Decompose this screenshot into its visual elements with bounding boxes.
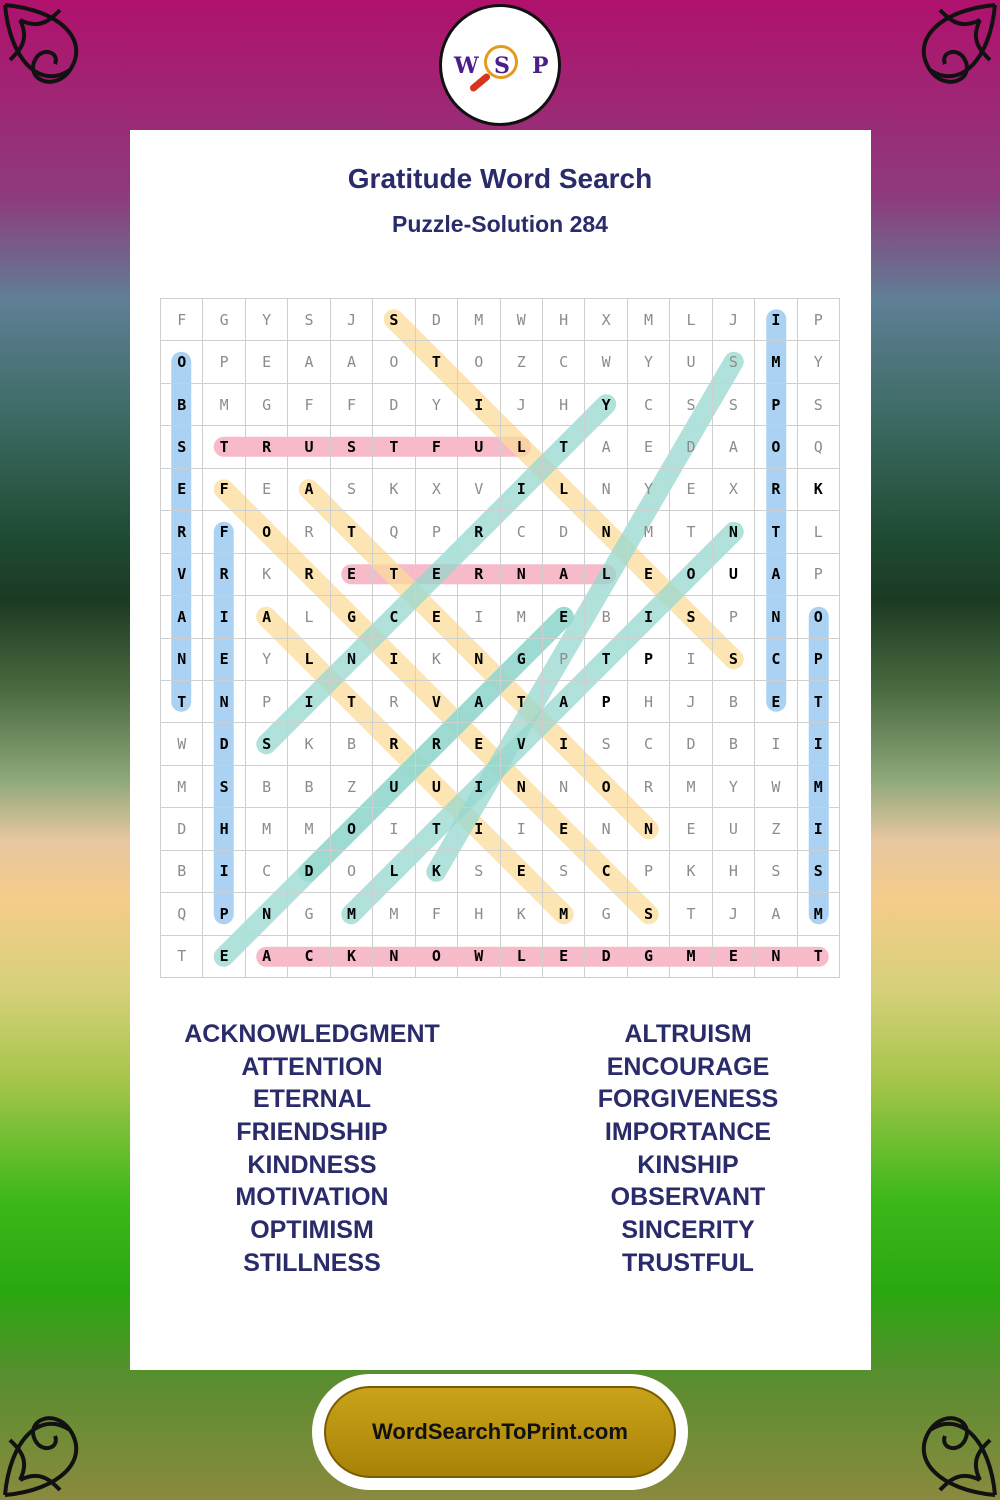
grid-cell[interactable]: T xyxy=(798,936,840,978)
grid-cell[interactable]: E xyxy=(161,469,203,511)
grid-cell[interactable]: I xyxy=(501,808,543,850)
grid-cell[interactable]: N xyxy=(458,639,500,681)
grid-cell[interactable]: J xyxy=(331,299,373,341)
grid-cell[interactable]: J xyxy=(713,893,755,935)
word-list-item: KINSHIP xyxy=(637,1150,739,1179)
grid-cell[interactable]: B xyxy=(288,766,330,808)
grid-cell[interactable]: O xyxy=(416,936,458,978)
grid-cell[interactable]: W xyxy=(755,766,797,808)
grid-cell[interactable]: I xyxy=(501,469,543,511)
grid-cell[interactable]: A xyxy=(288,341,330,383)
grid-cell[interactable]: I xyxy=(458,384,500,426)
grid-cell[interactable]: E xyxy=(416,596,458,638)
grid-cell[interactable]: O xyxy=(331,808,373,850)
grid-cell[interactable]: J xyxy=(501,384,543,426)
grid-cell[interactable]: I xyxy=(203,851,245,893)
grid-cell[interactable]: E xyxy=(246,469,288,511)
grid-cell[interactable]: W xyxy=(585,341,627,383)
grid-cell[interactable]: O xyxy=(458,341,500,383)
grid-cell[interactable]: J xyxy=(713,299,755,341)
grid-cell[interactable]: K xyxy=(373,469,415,511)
grid-cell[interactable]: M xyxy=(203,384,245,426)
grid-cell[interactable]: D xyxy=(670,723,712,765)
ornament-bottom-right-icon xyxy=(860,1360,1000,1500)
grid-cell[interactable]: P xyxy=(755,384,797,426)
grid-cell[interactable]: Z xyxy=(755,808,797,850)
grid-cell[interactable]: A xyxy=(458,681,500,723)
grid-cell[interactable]: M xyxy=(161,766,203,808)
grid-cell[interactable]: I xyxy=(798,808,840,850)
grid-cell[interactable]: R xyxy=(288,511,330,553)
grid-cell[interactable]: P xyxy=(798,299,840,341)
grid-cell[interactable]: T xyxy=(416,808,458,850)
grid-cell[interactable]: S xyxy=(373,299,415,341)
grid-cell[interactable]: E xyxy=(670,808,712,850)
grid-cell[interactable]: Y xyxy=(798,341,840,383)
grid-cell[interactable]: G xyxy=(203,299,245,341)
grid-cell[interactable]: I xyxy=(628,596,670,638)
grid-cell[interactable]: H xyxy=(458,893,500,935)
grid-cell[interactable]: P xyxy=(628,639,670,681)
grid-cell[interactable]: L xyxy=(670,299,712,341)
grid-cell[interactable]: N xyxy=(331,639,373,681)
grid-cell[interactable]: S xyxy=(331,426,373,468)
grid-cell[interactable]: E xyxy=(246,341,288,383)
grid-cell[interactable]: D xyxy=(585,936,627,978)
grid-cell[interactable]: L xyxy=(373,851,415,893)
grid-cell[interactable]: A xyxy=(543,681,585,723)
grid-cell[interactable]: M xyxy=(798,766,840,808)
grid-cell[interactable]: H xyxy=(543,384,585,426)
grid-cell[interactable]: Y xyxy=(246,639,288,681)
grid-cell[interactable]: D xyxy=(543,511,585,553)
grid-cell[interactable]: F xyxy=(203,469,245,511)
grid-cell[interactable]: M xyxy=(670,766,712,808)
word-list-item: FRIENDSHIP xyxy=(236,1118,388,1147)
grid-cell[interactable]: E xyxy=(670,469,712,511)
grid-cell[interactable]: I xyxy=(458,766,500,808)
word-list-item: ACKNOWLEDGMENT xyxy=(184,1020,440,1048)
grid-cell[interactable]: I xyxy=(670,639,712,681)
grid-cell[interactable]: M xyxy=(755,341,797,383)
grid-cell[interactable]: A xyxy=(755,554,797,596)
grid-cell[interactable]: N xyxy=(373,936,415,978)
grid-cell[interactable]: C xyxy=(246,851,288,893)
grid-cell[interactable]: X xyxy=(585,299,627,341)
grid-cell[interactable]: E xyxy=(458,723,500,765)
grid-cell[interactable]: T xyxy=(670,511,712,553)
grid-cell[interactable]: K xyxy=(670,851,712,893)
grid-cell[interactable]: K xyxy=(501,893,543,935)
grid-cell[interactable]: Z xyxy=(331,766,373,808)
grid-cell[interactable]: S xyxy=(246,723,288,765)
ornament-top-right-icon xyxy=(860,0,1000,140)
grid-cell[interactable]: E xyxy=(203,936,245,978)
grid-cell[interactable]: O xyxy=(798,596,840,638)
grid-cell[interactable]: U xyxy=(670,341,712,383)
grid-cell[interactable]: E xyxy=(628,426,670,468)
grid-cell[interactable]: R xyxy=(246,426,288,468)
letter-grid xyxy=(160,298,840,978)
grid-cell[interactable]: R xyxy=(628,766,670,808)
grid-cell[interactable]: F xyxy=(161,299,203,341)
grid-cell[interactable]: Y xyxy=(628,469,670,511)
grid-cell[interactable]: H xyxy=(713,851,755,893)
word-list-item: ALTRUISM xyxy=(624,1020,752,1048)
grid-cell[interactable]: B xyxy=(713,723,755,765)
grid-cell[interactable]: M xyxy=(288,808,330,850)
word-list-item: ATTENTION xyxy=(241,1052,383,1081)
grid-cell[interactable]: L xyxy=(501,936,543,978)
grid-cell[interactable]: P xyxy=(585,681,627,723)
logo-letter-w: W xyxy=(454,53,479,79)
grid-cell[interactable]: C xyxy=(755,639,797,681)
grid-cell[interactable]: E xyxy=(543,596,585,638)
grid-cell[interactable]: F xyxy=(416,426,458,468)
grid-cell[interactable]: E xyxy=(713,936,755,978)
word-list-item: FORGIVENESS xyxy=(597,1085,779,1114)
grid-cell[interactable]: H xyxy=(628,681,670,723)
grid-cell[interactable]: D xyxy=(670,426,712,468)
grid-cell[interactable]: M xyxy=(798,893,840,935)
grid-cell[interactable]: N xyxy=(755,936,797,978)
word-list-left xyxy=(112,1018,512,1280)
grid-cell[interactable]: A xyxy=(288,469,330,511)
grid-cell[interactable]: N xyxy=(585,808,627,850)
grid-cell[interactable]: B xyxy=(246,766,288,808)
grid-cell[interactable]: S xyxy=(331,469,373,511)
word-list-item: ENCOURAGE xyxy=(606,1052,770,1081)
logo-letter-s: S xyxy=(494,53,510,79)
grid-cell[interactable]: P xyxy=(628,851,670,893)
grid-cell[interactable]: R xyxy=(288,554,330,596)
grid-cell[interactable]: W xyxy=(458,936,500,978)
grid-cell[interactable]: S xyxy=(543,851,585,893)
grid-cell[interactable]: T xyxy=(203,426,245,468)
grid-cell[interactable]: S xyxy=(713,341,755,383)
word-list-item: STILLNESS xyxy=(243,1248,381,1277)
grid-cell[interactable]: S xyxy=(798,384,840,426)
grid-cell[interactable]: L xyxy=(288,639,330,681)
grid-cell[interactable]: T xyxy=(161,936,203,978)
page-title: Gratitude Word Search xyxy=(347,163,653,194)
grid-cell[interactable]: K xyxy=(416,851,458,893)
grid-cell[interactable]: T xyxy=(161,681,203,723)
grid-cell[interactable]: V xyxy=(416,681,458,723)
grid-cell[interactable]: R xyxy=(203,554,245,596)
grid-cell[interactable]: Y xyxy=(713,766,755,808)
grid-cell[interactable]: K xyxy=(246,554,288,596)
grid-cell[interactable]: P xyxy=(798,639,840,681)
grid-cell[interactable]: N xyxy=(543,766,585,808)
grid-cell[interactable]: S xyxy=(670,384,712,426)
grid-cell[interactable]: A xyxy=(246,936,288,978)
grid-cell[interactable]: O xyxy=(373,341,415,383)
grid-cell[interactable]: D xyxy=(203,723,245,765)
grid-cell[interactable]: I xyxy=(373,808,415,850)
word-list-item: OPTIMISM xyxy=(250,1216,374,1245)
grid-cell[interactable]: T xyxy=(798,681,840,723)
grid-cell[interactable]: G xyxy=(585,893,627,935)
grid-cell[interactable]: I xyxy=(373,639,415,681)
grid-cell[interactable]: C xyxy=(628,384,670,426)
grid-cell[interactable]: C xyxy=(501,511,543,553)
grid-cell[interactable]: C xyxy=(543,341,585,383)
grid-cell[interactable]: A xyxy=(543,554,585,596)
grid-cell[interactable]: L xyxy=(798,511,840,553)
grid-cell[interactable]: S xyxy=(755,851,797,893)
grid-cell[interactable]: O xyxy=(246,511,288,553)
grid-cell[interactable]: L xyxy=(543,469,585,511)
grid-cell[interactable]: N xyxy=(246,893,288,935)
grid-cell[interactable]: S xyxy=(203,766,245,808)
grid-cell[interactable]: S xyxy=(628,893,670,935)
grid-cell[interactable]: F xyxy=(416,893,458,935)
grid-cell[interactable]: I xyxy=(755,723,797,765)
grid-cell[interactable]: T xyxy=(331,681,373,723)
grid-cell[interactable]: O xyxy=(161,341,203,383)
grid-cell[interactable]: T xyxy=(331,511,373,553)
grid-cell[interactable]: T xyxy=(670,893,712,935)
grid-cell[interactable]: M xyxy=(246,808,288,850)
grid-cell[interactable]: G xyxy=(501,639,543,681)
grid-cell[interactable]: E xyxy=(543,808,585,850)
grid-cell[interactable]: S xyxy=(288,299,330,341)
grid-cell[interactable]: P xyxy=(713,596,755,638)
grid-cell[interactable]: R xyxy=(416,723,458,765)
grid-cell[interactable]: U xyxy=(373,766,415,808)
grid-cell[interactable]: C xyxy=(373,596,415,638)
grid-cell[interactable]: G xyxy=(246,384,288,426)
grid-cell[interactable]: E xyxy=(501,851,543,893)
grid-cell[interactable]: E xyxy=(331,554,373,596)
wsp-logo[interactable] xyxy=(439,4,561,126)
grid-cell[interactable]: S xyxy=(161,426,203,468)
grid-cell[interactable]: Y xyxy=(246,299,288,341)
grid-cell[interactable]: E xyxy=(755,681,797,723)
grid-cell[interactable]: D xyxy=(373,384,415,426)
grid-cell[interactable]: B xyxy=(713,681,755,723)
grid-cell[interactable]: B xyxy=(161,851,203,893)
grid-cell[interactable]: Q xyxy=(373,511,415,553)
ornament-bottom-left-icon xyxy=(0,1360,140,1500)
grid-cell[interactable]: M xyxy=(670,936,712,978)
grid-cell[interactable]: O xyxy=(755,426,797,468)
grid-cell[interactable]: M xyxy=(331,893,373,935)
grid-cell[interactable]: I xyxy=(288,681,330,723)
grid-cell[interactable]: R xyxy=(458,554,500,596)
grid-cell[interactable]: S xyxy=(458,851,500,893)
grid-cell[interactable]: F xyxy=(331,384,373,426)
grid-cell[interactable]: U xyxy=(416,766,458,808)
grid-cell[interactable]: U xyxy=(713,554,755,596)
grid-cell[interactable]: N xyxy=(585,511,627,553)
grid-cell[interactable]: U xyxy=(288,426,330,468)
grid-cell[interactable]: N xyxy=(501,554,543,596)
grid-cell[interactable]: N xyxy=(628,808,670,850)
grid-cell[interactable]: F xyxy=(288,384,330,426)
grid-cell[interactable]: W xyxy=(161,723,203,765)
grid-cell[interactable]: N xyxy=(713,511,755,553)
grid-cell[interactable]: R xyxy=(373,723,415,765)
grid-cell[interactable]: I xyxy=(755,299,797,341)
grid-cell[interactable]: U xyxy=(458,426,500,468)
site-link-button[interactable]: WordSearchToPrint.com xyxy=(324,1386,676,1478)
grid-cell[interactable]: N xyxy=(161,639,203,681)
grid-cell[interactable]: N xyxy=(755,596,797,638)
grid-cell[interactable]: V xyxy=(161,554,203,596)
grid-cell[interactable]: X xyxy=(713,469,755,511)
grid-cell[interactable]: P xyxy=(416,511,458,553)
grid-cell[interactable]: A xyxy=(161,596,203,638)
grid-cell[interactable]: Y xyxy=(416,384,458,426)
grid-cell[interactable]: I xyxy=(458,808,500,850)
grid-cell[interactable]: U xyxy=(713,808,755,850)
grid-cell[interactable]: N xyxy=(501,766,543,808)
grid-cell[interactable]: M xyxy=(373,893,415,935)
grid-cell[interactable]: P xyxy=(246,681,288,723)
grid-cell[interactable]: S xyxy=(798,851,840,893)
grid-cell[interactable]: M xyxy=(543,893,585,935)
grid-cell[interactable]: K xyxy=(416,639,458,681)
grid-cell[interactable]: W xyxy=(501,299,543,341)
grid-cell[interactable]: I xyxy=(543,723,585,765)
word-list-item: ETERNAL xyxy=(252,1085,372,1114)
grid-cell[interactable]: T xyxy=(501,681,543,723)
grid-cell[interactable]: H xyxy=(203,808,245,850)
word-list-right xyxy=(488,1018,888,1280)
grid-cell[interactable]: G xyxy=(331,596,373,638)
grid-cell[interactable]: E xyxy=(203,639,245,681)
grid-cell[interactable]: O xyxy=(331,851,373,893)
grid-cell[interactable]: P xyxy=(798,554,840,596)
grid-cell[interactable]: Y xyxy=(628,341,670,383)
grid-cell[interactable]: A xyxy=(246,596,288,638)
grid-cell[interactable]: K xyxy=(288,723,330,765)
word-search-grid-area xyxy=(160,298,840,978)
word-list-item: TRUSTFUL xyxy=(622,1248,754,1277)
grid-cell[interactable]: M xyxy=(628,299,670,341)
grid-cell[interactable]: O xyxy=(585,766,627,808)
grid-cell[interactable]: R xyxy=(161,511,203,553)
grid-cell[interactable]: T xyxy=(585,639,627,681)
grid-cell[interactable]: G xyxy=(288,893,330,935)
grid-cell[interactable]: C xyxy=(288,936,330,978)
grid-cell[interactable]: S xyxy=(585,723,627,765)
grid-cell[interactable]: I xyxy=(203,596,245,638)
grid-cell[interactable]: E xyxy=(543,936,585,978)
grid-cell[interactable]: V xyxy=(501,723,543,765)
grid-cell[interactable]: T xyxy=(543,426,585,468)
grid-cell[interactable]: C xyxy=(585,851,627,893)
logo-letter-p: P xyxy=(532,53,549,79)
grid-cell[interactable]: S xyxy=(713,639,755,681)
grid-cell[interactable]: T xyxy=(416,341,458,383)
grid-cell[interactable]: A xyxy=(713,426,755,468)
grid-cell[interactable]: M xyxy=(501,596,543,638)
page-subtitle: Puzzle-Solution 284 xyxy=(392,211,608,237)
grid-cell[interactable]: B xyxy=(161,384,203,426)
grid-cell[interactable]: X xyxy=(416,469,458,511)
grid-cell[interactable]: M xyxy=(458,299,500,341)
word-list-item: OBSERVANT xyxy=(610,1183,766,1212)
grid-cell[interactable]: M xyxy=(628,511,670,553)
grid-cell[interactable]: Z xyxy=(501,341,543,383)
grid-cell[interactable]: K xyxy=(798,469,840,511)
grid-cell[interactable]: L xyxy=(585,554,627,596)
grid-cell[interactable]: D xyxy=(416,299,458,341)
grid-cell[interactable]: S xyxy=(670,596,712,638)
grid-cell[interactable]: K xyxy=(331,936,373,978)
grid-cell[interactable]: T xyxy=(373,554,415,596)
grid-cell[interactable]: Q xyxy=(161,893,203,935)
grid-cell[interactable]: A xyxy=(331,341,373,383)
grid-cell[interactable]: B xyxy=(331,723,373,765)
grid-cell[interactable]: Y xyxy=(585,384,627,426)
grid-cell[interactable]: I xyxy=(458,596,500,638)
grid-cell[interactable]: L xyxy=(501,426,543,468)
grid-cell[interactable]: N xyxy=(585,469,627,511)
grid-cell[interactable]: F xyxy=(203,511,245,553)
grid-cell[interactable]: D xyxy=(288,851,330,893)
grid-cell[interactable]: J xyxy=(670,681,712,723)
ornament-top-left-icon xyxy=(0,0,140,140)
grid-cell[interactable]: Q xyxy=(798,426,840,468)
grid-cell[interactable]: S xyxy=(713,384,755,426)
grid-cell[interactable]: O xyxy=(670,554,712,596)
grid-cell[interactable]: A xyxy=(585,426,627,468)
grid-cell[interactable]: E xyxy=(628,554,670,596)
grid-cell[interactable]: T xyxy=(373,426,415,468)
word-list-item: SINCERITY xyxy=(621,1216,755,1245)
grid-cell[interactable]: N xyxy=(203,681,245,723)
grid-cell[interactable]: P xyxy=(203,341,245,383)
grid-cell[interactable]: B xyxy=(585,596,627,638)
grid-cell[interactable]: R xyxy=(755,469,797,511)
grid-cell[interactable]: P xyxy=(543,639,585,681)
grid-cell[interactable]: H xyxy=(543,299,585,341)
grid-cell[interactable]: L xyxy=(288,596,330,638)
grid-cell[interactable]: P xyxy=(203,893,245,935)
word-list-item: MOTIVATION xyxy=(235,1183,389,1212)
grid-cell[interactable]: G xyxy=(628,936,670,978)
grid-cell[interactable]: R xyxy=(373,681,415,723)
grid-cell[interactable]: I xyxy=(798,723,840,765)
grid-cell[interactable]: E xyxy=(416,554,458,596)
grid-cell[interactable]: A xyxy=(755,893,797,935)
grid-cell[interactable]: R xyxy=(458,511,500,553)
word-list-item: IMPORTANCE xyxy=(604,1118,772,1147)
word-list-item: KINDNESS xyxy=(247,1150,377,1179)
grid-cell[interactable]: C xyxy=(628,723,670,765)
grid-cell[interactable]: D xyxy=(161,808,203,850)
grid-cell[interactable]: T xyxy=(755,511,797,553)
grid-cell[interactable]: V xyxy=(458,469,500,511)
